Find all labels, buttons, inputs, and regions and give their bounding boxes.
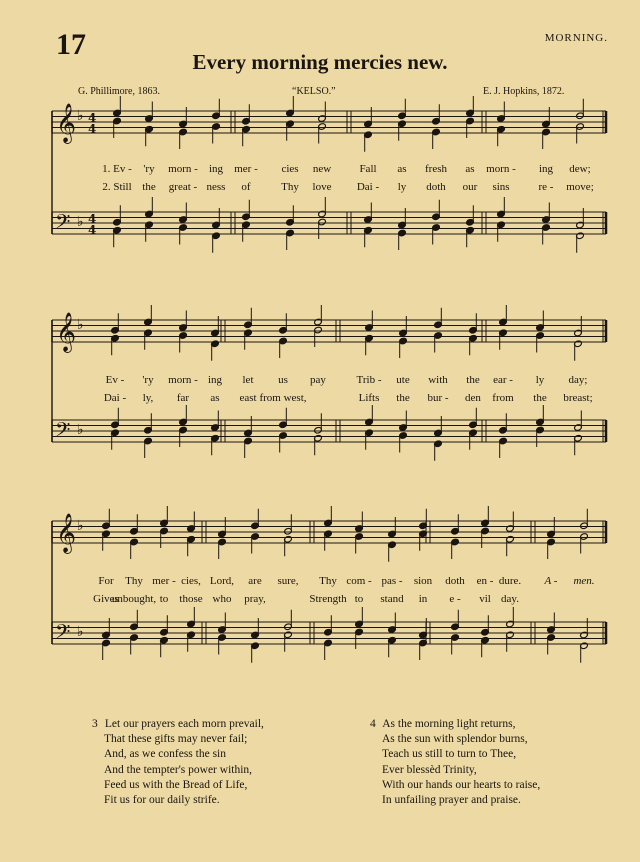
lyric-syllable: the [466, 374, 480, 386]
lyric-syllable: as [465, 163, 475, 175]
lyric-syllable: morn - [168, 374, 198, 386]
lyric-syllable: morn - [486, 163, 516, 175]
stanza-4 [370, 717, 540, 808]
lyric-syllable: doth [426, 181, 446, 193]
lyric-syllable: re - [538, 181, 554, 193]
lyric-syllable: vil [479, 593, 491, 605]
lyric-syllable: Strength [309, 593, 347, 605]
lyric-syllable: com - [346, 575, 372, 587]
flat-icon: ♭ [77, 214, 84, 230]
lyric-syllable: with [428, 374, 448, 386]
lyric-syllable: Thy [281, 181, 299, 193]
stanza-line: Teach us still to turn to Thee, [382, 748, 517, 761]
lyric-syllable: ing [207, 374, 223, 386]
lyric-syllable: sure, [277, 575, 299, 587]
stanza-number: 3 [92, 718, 98, 730]
lyric-syllable: to [159, 593, 169, 605]
bass-clef-icon: 𝄢 [55, 418, 71, 446]
lyric-syllable: far [176, 392, 190, 404]
lyric-syllable: cies, [181, 575, 201, 587]
lyric-syllable: sion [413, 575, 433, 587]
stanza-line: As the sun with splendor burns, [382, 733, 528, 746]
time-signature: 4 [88, 122, 97, 136]
lyric-syllable: doth [445, 575, 465, 587]
stanza-line: And, as we confess the sin [104, 748, 227, 761]
lyric-syllable: move; [566, 181, 594, 193]
lyric-syllable: of [241, 181, 251, 193]
stanza-number: 4 [370, 718, 376, 730]
words-credit: G. Phillimore, 1863. [78, 86, 160, 97]
lyric-syllable: let [242, 374, 254, 386]
lyric-syllable: dure. [498, 575, 522, 587]
treble-clef-icon: 𝄞 [56, 513, 77, 553]
lyric-syllable: day. [501, 593, 519, 605]
lyric-syllable: to [354, 593, 364, 605]
lyric-syllable: the [533, 392, 547, 404]
lyric-syllable: ute [396, 374, 410, 386]
lyric-syllable: Trib - [356, 374, 382, 386]
section-label: MORNING. [544, 32, 608, 44]
lyric-syllable: 'ry [143, 163, 155, 175]
lyric-syllable: pray, [244, 593, 266, 605]
lyric-syllable: those [179, 593, 203, 605]
lyric-syllable: sins [492, 181, 510, 193]
treble-clef-icon: 𝄞 [56, 103, 77, 143]
lyric-syllable: mer - [152, 575, 176, 587]
stanza-line: 4 As the morning light returns, [370, 717, 540, 732]
lyric-syllable: from west, [259, 392, 307, 404]
time-signature: 4 [88, 111, 97, 125]
lyric-syllable: ly [535, 374, 545, 386]
lyric-syllable: Fall [359, 163, 377, 175]
lyric-syllable: Dai - [356, 181, 380, 193]
bass-clef-icon: 𝄢 [55, 210, 71, 238]
bass-clef-icon: 𝄢 [55, 620, 71, 648]
lyric-syllable: en - [476, 575, 494, 587]
lyric-syllable: as [397, 163, 407, 175]
lyric-syllable: pay [310, 374, 326, 386]
lyric-syllable: mer - [234, 163, 258, 175]
lyric-syllable: great - [168, 181, 198, 193]
stanza-line: Fit us for our daily strife. [104, 794, 220, 807]
flat-icon: ♭ [77, 108, 84, 124]
lyric-syllable: ness [206, 181, 226, 193]
time-signature: 4 [88, 223, 97, 237]
lyric-syllable: new [312, 163, 332, 175]
flat-icon: ♭ [77, 518, 84, 534]
lyric-syllable: Thy [125, 575, 143, 587]
lyric-syllable: 'ry [142, 374, 154, 386]
hymn-title: Every morning mercies new. [192, 50, 448, 74]
lyric-syllable: our [462, 181, 478, 193]
lyric-syllable: men. [573, 575, 595, 587]
lyric-syllable: love [312, 181, 332, 193]
lyric-syllable: fresh [425, 163, 447, 175]
lyric-syllable: 2. Still [102, 181, 132, 193]
lyric-syllable: ing [538, 163, 554, 175]
lyric-syllable: morn - [168, 163, 198, 175]
lyric-syllable: 1. Ev - [102, 163, 132, 175]
lyric-syllable: Gives [93, 593, 119, 605]
stanza-3 [92, 717, 264, 808]
flat-icon: ♭ [77, 317, 84, 333]
lyric-syllable: Ev - [105, 374, 125, 386]
stanza-line: With our hands our hearts to raise, [382, 778, 541, 791]
lyric-syllable: ly, [142, 392, 154, 404]
lyric-syllable: dew; [569, 163, 591, 175]
lyric-syllable: are [248, 575, 262, 587]
stanza-line: And the tempter's power within, [104, 763, 253, 776]
lyric-syllable: Dai - [103, 392, 127, 404]
lyric-syllable: stand [380, 593, 404, 605]
lyric-syllable: breast; [563, 392, 593, 404]
stanza-line: 3 Let our prayers each morn prevail, [92, 717, 264, 732]
stanza-line: In unfailing prayer and praise. [382, 794, 521, 807]
lyric-syllable: unbought, [111, 593, 157, 605]
lyric-syllable: Lord, [209, 575, 235, 587]
time-signature: 4 [88, 212, 97, 226]
lyric-syllable: east [239, 392, 257, 404]
flat-icon: ♭ [77, 422, 84, 438]
lyric-syllable: pas - [381, 575, 403, 587]
stanza-line: Ever blessèd Trinity, [382, 763, 477, 776]
lyric-syllable: the [142, 181, 156, 193]
lyric-syllable: A - [544, 575, 558, 587]
music-credit: E. J. Hopkins, 1872. [483, 86, 565, 97]
lyric-syllable: the [396, 392, 410, 404]
lyric-syllable: bur - [427, 392, 449, 404]
lyric-syllable: den [465, 392, 481, 404]
lyric-syllable: cies [281, 163, 299, 175]
treble-clef-icon: 𝄞 [56, 312, 77, 352]
lyric-syllable: ing [208, 163, 224, 175]
lyric-syllable: For [98, 575, 114, 587]
lyric-syllable: Lifts [358, 392, 380, 404]
tune-name: “KELSO.” [292, 86, 336, 97]
hymn-number: 17 [56, 28, 86, 61]
lyric-syllable: us [278, 374, 288, 386]
lyric-syllable: ear - [493, 374, 513, 386]
lyric-syllable: who [212, 593, 232, 605]
stanza-line: That these gifts may never fail; [104, 733, 248, 746]
lyric-syllable: from [492, 392, 514, 404]
lyric-syllable: Thy [319, 575, 337, 587]
lyric-syllable: e - [449, 593, 461, 605]
stanza-line: Feed us with the Bread of Life, [104, 778, 248, 791]
lyric-syllable: day; [568, 374, 588, 386]
lyric-syllable: in [418, 593, 428, 605]
flat-icon: ♭ [77, 624, 84, 640]
lyric-syllable: ly [397, 181, 407, 193]
lyric-syllable: as [210, 392, 220, 404]
